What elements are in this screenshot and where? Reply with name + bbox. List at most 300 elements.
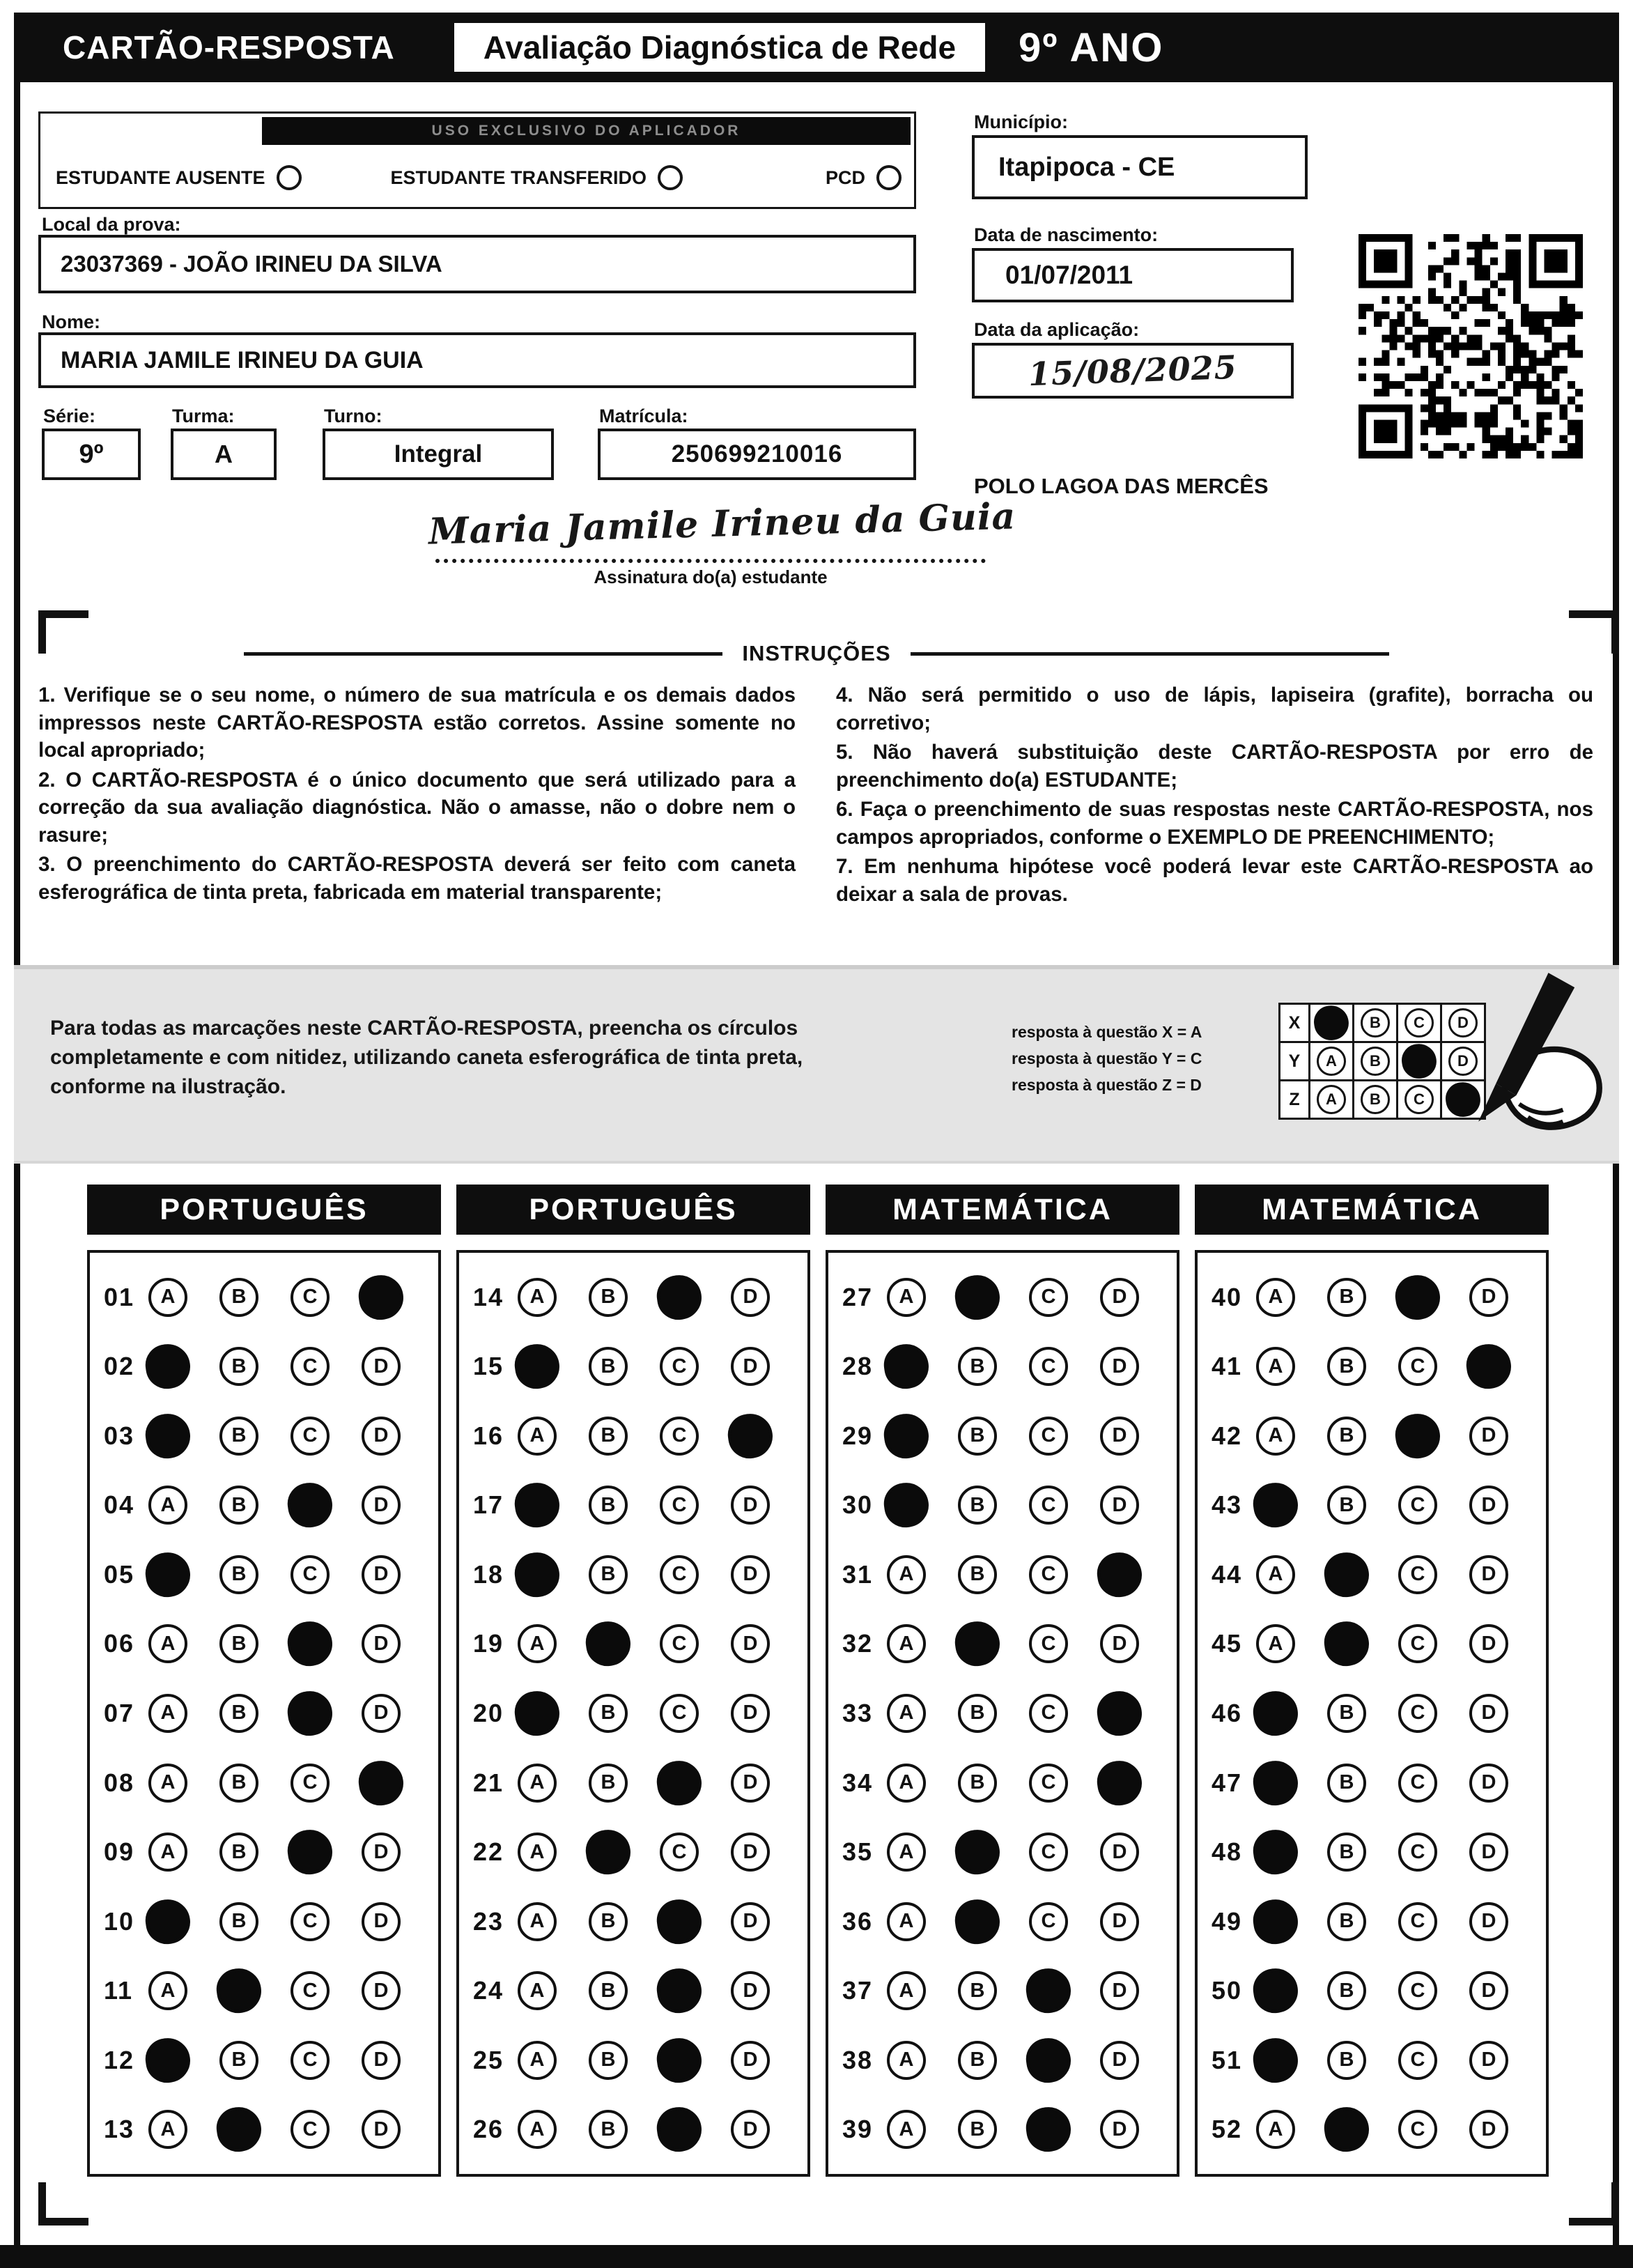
bubble-42-A[interactable]: A: [1256, 1417, 1295, 1456]
bubble-37-A[interactable]: A: [887, 1971, 926, 2010]
bubble-07-D[interactable]: D: [362, 1694, 401, 1733]
bubble-01-B[interactable]: B: [219, 1278, 258, 1317]
bubble-50-A[interactable]: [1251, 1966, 1301, 2016]
answer-bubbles: [148, 1278, 401, 1317]
bubble-05-A[interactable]: [143, 1550, 193, 1600]
bubble-44-C[interactable]: C: [1398, 1555, 1437, 1594]
question-number: 24: [473, 1976, 504, 2005]
bubble-03-D[interactable]: D: [362, 1417, 401, 1456]
bubble-31-D[interactable]: [1094, 1550, 1145, 1600]
bubble-36-D[interactable]: D: [1100, 1902, 1139, 1941]
answer-bubbles: [1256, 1833, 1508, 1872]
bubble-01-C[interactable]: C: [291, 1278, 330, 1317]
example-bubble-X-A[interactable]: [1312, 1003, 1351, 1042]
bubble-50-B[interactable]: B: [1327, 1971, 1366, 2010]
bubble-37-D[interactable]: D: [1100, 1971, 1139, 2010]
bubble-02-D[interactable]: D: [362, 1347, 401, 1386]
bubble-01-A[interactable]: A: [148, 1278, 187, 1317]
question-number: 17: [473, 1490, 504, 1520]
question-number: 28: [842, 1352, 874, 1381]
example-bubble-Z-C[interactable]: C: [1404, 1085, 1434, 1114]
bubble-41-B[interactable]: B: [1327, 1347, 1366, 1386]
answer-bubbles: [148, 1624, 401, 1663]
bubble-08-C[interactable]: C: [291, 1764, 330, 1803]
bubble-26-D[interactable]: D: [731, 2110, 770, 2149]
bubble-30-D[interactable]: D: [1100, 1486, 1139, 1525]
divider-line: [911, 652, 1389, 656]
bubble-31-A[interactable]: A: [887, 1555, 926, 1594]
handwritten-signature: Maria Jamile Irineu da Guia: [428, 495, 1016, 553]
example-cell: [1396, 1003, 1442, 1043]
bubble-48-D[interactable]: D: [1469, 1833, 1508, 1872]
answer-bubbles: [887, 1902, 1139, 1941]
pcd-option-circle[interactable]: [876, 165, 901, 190]
answer-row-31: [842, 1540, 1171, 1610]
answer-row-45: [1212, 1610, 1540, 1679]
bubble-15-D[interactable]: D: [731, 1347, 770, 1386]
bubble-28-A[interactable]: [881, 1341, 931, 1391]
bubble-16-D[interactable]: [725, 1411, 775, 1461]
header-bar: [14, 13, 1619, 82]
answer-row-41: [1212, 1332, 1540, 1402]
bubble-31-C[interactable]: C: [1029, 1555, 1068, 1594]
bubble-06-B[interactable]: B: [219, 1624, 258, 1663]
answer-row-35: [842, 1817, 1171, 1887]
bubble-39-D[interactable]: D: [1100, 2110, 1139, 2149]
example-bubble-Y-C[interactable]: [1400, 1042, 1439, 1081]
bubble-21-B[interactable]: B: [589, 1764, 628, 1803]
bubble-11-D[interactable]: D: [362, 1971, 401, 2010]
bubble-20-A[interactable]: [512, 1688, 562, 1738]
bubble-45-B[interactable]: [1322, 1619, 1372, 1669]
bubble-06-A[interactable]: A: [148, 1624, 187, 1663]
bubble-22-D[interactable]: D: [731, 1833, 770, 1872]
bubble-38-D[interactable]: D: [1100, 2041, 1139, 2080]
aplicacao-field[interactable]: [972, 343, 1294, 399]
signature-block: [428, 495, 1016, 588]
bubble-08-A[interactable]: A: [148, 1764, 187, 1803]
bubble-19-A[interactable]: A: [518, 1624, 557, 1663]
signature-line[interactable]: [435, 559, 986, 563]
bubble-44-D[interactable]: D: [1469, 1555, 1508, 1594]
bubble-25-C[interactable]: [654, 2035, 704, 2085]
bubble-28-B[interactable]: B: [958, 1347, 997, 1386]
example-bubble-Y-B[interactable]: B: [1361, 1047, 1390, 1076]
bubble-25-D[interactable]: D: [731, 2041, 770, 2080]
question-number: 18: [473, 1559, 504, 1589]
bubble-12-B[interactable]: B: [219, 2041, 258, 2080]
bubble-42-C[interactable]: [1393, 1411, 1443, 1461]
example-cell: [1352, 1079, 1398, 1120]
answer-row-06: [104, 1610, 433, 1679]
bubble-38-B[interactable]: B: [958, 2041, 997, 2080]
bubble-14-D[interactable]: D: [731, 1278, 770, 1317]
question-number: 06: [104, 1629, 135, 1658]
bubble-14-C[interactable]: [654, 1272, 704, 1322]
bubble-22-B[interactable]: [583, 1827, 633, 1877]
bubble-09-D[interactable]: D: [362, 1833, 401, 1872]
bubble-35-B[interactable]: [952, 1827, 1003, 1877]
sheet-title: CARTÃO-RESPOSTA: [63, 29, 395, 65]
question-number: 10: [104, 1906, 135, 1936]
bubble-40-A[interactable]: A: [1256, 1278, 1295, 1317]
question-number: 43: [1212, 1490, 1243, 1520]
bubble-20-D[interactable]: D: [731, 1694, 770, 1733]
question-number: 45: [1212, 1629, 1243, 1658]
bubble-10-A[interactable]: [143, 1897, 193, 1947]
example-note-y: resposta à questão Y = C: [1012, 1049, 1202, 1068]
bubble-36-B[interactable]: [952, 1897, 1003, 1947]
bubble-48-A[interactable]: [1251, 1827, 1301, 1877]
bubble-10-C[interactable]: C: [291, 1902, 330, 1941]
bubble-32-D[interactable]: D: [1100, 1624, 1139, 1663]
bubble-33-A[interactable]: A: [887, 1694, 926, 1733]
bubble-31-B[interactable]: B: [958, 1555, 997, 1594]
answer-row-30: [842, 1471, 1171, 1541]
bubble-03-B[interactable]: B: [219, 1417, 258, 1456]
bubble-11-C[interactable]: C: [291, 1971, 330, 2010]
answer-bubbles: [148, 1486, 401, 1525]
bubble-20-B[interactable]: B: [589, 1694, 628, 1733]
bubble-04-D[interactable]: D: [362, 1486, 401, 1525]
bubble-13-C[interactable]: C: [291, 2110, 330, 2149]
bubble-51-B[interactable]: B: [1327, 2041, 1366, 2080]
answer-columns: [87, 1185, 1549, 2177]
answer-bubbles: [518, 1694, 770, 1733]
bubble-45-C[interactable]: C: [1398, 1624, 1437, 1663]
bubble-36-A[interactable]: A: [887, 1902, 926, 1941]
bubble-32-C[interactable]: C: [1029, 1624, 1068, 1663]
example-cell: [1396, 1041, 1442, 1081]
bubble-30-A[interactable]: [881, 1480, 931, 1530]
bubble-11-A[interactable]: A: [148, 1971, 187, 2010]
bubble-30-B[interactable]: B: [958, 1486, 997, 1525]
bubble-34-D[interactable]: [1094, 1757, 1145, 1807]
bubble-34-B[interactable]: B: [958, 1764, 997, 1803]
bubble-33-D[interactable]: [1094, 1688, 1145, 1738]
bubble-41-D[interactable]: [1464, 1341, 1514, 1391]
bubble-02-C[interactable]: C: [291, 1347, 330, 1386]
example-bubble-X-D[interactable]: D: [1448, 1008, 1478, 1037]
answer-row-39: [842, 2095, 1171, 2164]
bubble-16-B[interactable]: B: [589, 1417, 628, 1456]
bubble-23-D[interactable]: D: [731, 1902, 770, 1941]
bubble-17-A[interactable]: [512, 1480, 562, 1530]
bubble-17-C[interactable]: C: [660, 1486, 699, 1525]
bubble-30-C[interactable]: C: [1029, 1486, 1068, 1525]
question-number: 16: [473, 1421, 504, 1450]
answer-row-47: [1212, 1748, 1540, 1818]
answer-bubbles: [148, 1764, 401, 1803]
bubble-28-D[interactable]: D: [1100, 1347, 1139, 1386]
example-bubble-X-B[interactable]: B: [1361, 1008, 1390, 1037]
bubble-19-D[interactable]: D: [731, 1624, 770, 1663]
bubble-29-D[interactable]: D: [1100, 1417, 1139, 1456]
bubble-09-B[interactable]: B: [219, 1833, 258, 1872]
bubble-46-C[interactable]: C: [1398, 1694, 1437, 1733]
bubble-39-A[interactable]: A: [887, 2110, 926, 2149]
answer-bubbles: [148, 1694, 401, 1733]
bubble-16-C[interactable]: C: [660, 1417, 699, 1456]
bubble-15-C[interactable]: C: [660, 1347, 699, 1386]
bubble-01-D[interactable]: [356, 1272, 406, 1322]
bubble-18-B[interactable]: B: [589, 1555, 628, 1594]
bubble-12-D[interactable]: D: [362, 2041, 401, 2080]
bubble-24-C[interactable]: [654, 1966, 704, 2016]
municipio-field: Itapipoca - CE: [972, 135, 1308, 199]
example-bubble-Z-B[interactable]: B: [1361, 1085, 1390, 1114]
answer-column-2: [456, 1185, 810, 2177]
bubble-14-A[interactable]: A: [518, 1278, 557, 1317]
bubble-04-C[interactable]: [285, 1480, 335, 1530]
bubble-21-D[interactable]: D: [731, 1764, 770, 1803]
bubble-45-A[interactable]: A: [1256, 1624, 1295, 1663]
example-answer-notes: [1012, 1019, 1202, 1099]
bubble-51-C[interactable]: C: [1398, 2041, 1437, 2080]
bubble-07-C[interactable]: [285, 1688, 335, 1738]
bubble-47-C[interactable]: C: [1398, 1764, 1437, 1803]
bubble-02-B[interactable]: B: [219, 1347, 258, 1386]
matricula-label: Matrícula:: [599, 406, 688, 426]
bubble-35-D[interactable]: D: [1100, 1833, 1139, 1872]
bubble-22-A[interactable]: A: [518, 1833, 557, 1872]
question-number: 25: [473, 2045, 504, 2074]
bubble-07-B[interactable]: B: [219, 1694, 258, 1733]
bubble-32-B[interactable]: [952, 1619, 1003, 1669]
bubble-13-B[interactable]: [214, 2104, 264, 2154]
question-number: 19: [473, 1629, 504, 1658]
bubble-13-D[interactable]: D: [362, 2110, 401, 2149]
absent-option-circle[interactable]: [277, 165, 302, 190]
bubble-35-C[interactable]: C: [1029, 1833, 1068, 1872]
bubble-12-C[interactable]: C: [291, 2041, 330, 2080]
nome-label: Nome:: [42, 311, 101, 332]
bubble-18-A[interactable]: [512, 1550, 562, 1600]
bubble-18-D[interactable]: D: [731, 1555, 770, 1594]
question-number: 29: [842, 1421, 874, 1450]
example-note-z: resposta à questão Z = D: [1012, 1076, 1202, 1095]
bubble-39-B[interactable]: B: [958, 2110, 997, 2149]
bubble-03-A[interactable]: [143, 1411, 193, 1461]
bubble-20-C[interactable]: C: [660, 1694, 699, 1733]
answer-row-22: [473, 1817, 802, 1887]
bubble-24-A[interactable]: A: [518, 1971, 557, 2010]
answer-bubbles: [518, 1902, 770, 1941]
example-bubble-Y-A[interactable]: A: [1317, 1047, 1346, 1076]
bubble-48-B[interactable]: B: [1327, 1833, 1366, 1872]
bubble-29-B[interactable]: B: [958, 1417, 997, 1456]
bubble-49-B[interactable]: B: [1327, 1902, 1366, 1941]
bubble-08-D[interactable]: [356, 1757, 406, 1807]
bubble-51-A[interactable]: [1251, 2035, 1301, 2085]
answer-row-04: [104, 1471, 433, 1541]
answer-row-19: [473, 1610, 802, 1679]
example-bubble-Z-A[interactable]: A: [1317, 1085, 1346, 1114]
bubble-19-B[interactable]: [583, 1619, 633, 1669]
bubble-26-C[interactable]: [654, 2104, 704, 2154]
option-label: ESTUDANTE TRANSFERIDO: [390, 167, 647, 188]
answer-bubbles: [518, 1764, 770, 1803]
bubble-19-C[interactable]: C: [660, 1624, 699, 1663]
bubble-42-D[interactable]: D: [1469, 1417, 1508, 1456]
bubble-26-B[interactable]: B: [589, 2110, 628, 2149]
answer-row-21: [473, 1748, 802, 1818]
bubble-04-B[interactable]: B: [219, 1486, 258, 1525]
bubble-25-B[interactable]: B: [589, 2041, 628, 2080]
bubble-49-A[interactable]: [1251, 1897, 1301, 1947]
answer-row-34: [842, 1748, 1171, 1818]
bubble-39-C[interactable]: [1023, 2104, 1074, 2154]
bubble-06-D[interactable]: D: [362, 1624, 401, 1663]
bubble-09-C[interactable]: [285, 1827, 335, 1877]
bubble-27-C[interactable]: C: [1029, 1278, 1068, 1317]
bubble-40-D[interactable]: D: [1469, 1278, 1508, 1317]
bubble-14-B[interactable]: B: [589, 1278, 628, 1317]
bubble-11-B[interactable]: [214, 1966, 264, 2016]
bubble-45-D[interactable]: D: [1469, 1624, 1508, 1663]
answer-row-49: [1212, 1887, 1540, 1957]
bubble-23-B[interactable]: B: [589, 1902, 628, 1941]
bubble-50-C[interactable]: C: [1398, 1971, 1437, 2010]
bubble-43-D[interactable]: D: [1469, 1486, 1508, 1525]
bubble-27-D[interactable]: D: [1100, 1278, 1139, 1317]
answer-row-20: [473, 1679, 802, 1748]
bubble-28-C[interactable]: C: [1029, 1347, 1068, 1386]
answer-row-17: [473, 1471, 802, 1541]
question-number: 49: [1212, 1906, 1243, 1936]
bubble-18-C[interactable]: C: [660, 1555, 699, 1594]
bubble-33-C[interactable]: C: [1029, 1694, 1068, 1733]
bubble-52-B[interactable]: [1322, 2104, 1372, 2154]
answer-row-40: [1212, 1263, 1540, 1332]
bubble-43-B[interactable]: B: [1327, 1486, 1366, 1525]
bubble-42-B[interactable]: B: [1327, 1417, 1366, 1456]
bubble-49-C[interactable]: C: [1398, 1902, 1437, 1941]
bubble-50-D[interactable]: D: [1469, 1971, 1508, 2010]
bubble-03-C[interactable]: C: [291, 1417, 330, 1456]
answer-row-11: [104, 1956, 433, 2026]
bubble-41-C[interactable]: C: [1398, 1347, 1437, 1386]
bubble-12-A[interactable]: [143, 2035, 193, 2085]
bubble-29-A[interactable]: [881, 1411, 931, 1461]
bubble-05-D[interactable]: D: [362, 1555, 401, 1594]
bubble-48-C[interactable]: C: [1398, 1833, 1437, 1872]
bubble-44-A[interactable]: A: [1256, 1555, 1295, 1594]
bubble-06-C[interactable]: [285, 1619, 335, 1669]
bubble-41-A[interactable]: A: [1256, 1347, 1295, 1386]
bubble-38-A[interactable]: A: [887, 2041, 926, 2080]
bubble-34-C[interactable]: C: [1029, 1764, 1068, 1803]
bubble-49-D[interactable]: D: [1469, 1902, 1508, 1941]
bubble-51-D[interactable]: D: [1469, 2041, 1508, 2080]
transferred-option-circle[interactable]: [658, 165, 683, 190]
bubble-21-A[interactable]: A: [518, 1764, 557, 1803]
bubble-07-A[interactable]: A: [148, 1694, 187, 1733]
answer-row-13: [104, 2095, 433, 2164]
question-number: 32: [842, 1629, 874, 1658]
bubble-40-B[interactable]: B: [1327, 1278, 1366, 1317]
bubble-46-D[interactable]: D: [1469, 1694, 1508, 1733]
answer-row-46: [1212, 1679, 1540, 1748]
bubble-34-A[interactable]: A: [887, 1764, 926, 1803]
instruction-1: 1. Verifique se o seu nome, o número de sua matrícula e os demais dados impressos neste CARTÃO-RESPOSTA estão corretos. Assine somente no local apropriado;: [38, 684, 796, 762]
example-bubble-X-C[interactable]: C: [1404, 1008, 1434, 1037]
question-number: 07: [104, 1698, 135, 1727]
bubble-23-C[interactable]: [654, 1897, 704, 1947]
bubble-36-C[interactable]: C: [1029, 1902, 1068, 1941]
bubble-47-D[interactable]: D: [1469, 1764, 1508, 1803]
bubble-02-A[interactable]: [143, 1341, 193, 1391]
bubble-22-C[interactable]: C: [660, 1833, 699, 1872]
answer-bubbles: [887, 1486, 1139, 1525]
bubble-47-A[interactable]: [1251, 1757, 1301, 1807]
bubble-43-C[interactable]: C: [1398, 1486, 1437, 1525]
bubble-16-A[interactable]: A: [518, 1417, 557, 1456]
bubble-05-C[interactable]: C: [291, 1555, 330, 1594]
answer-bubbles: [518, 1347, 770, 1386]
answer-row-18: [473, 1540, 802, 1610]
bubble-23-A[interactable]: A: [518, 1902, 557, 1941]
nome-field: MARIA JAMILE IRINEU DA GUIA: [38, 332, 916, 388]
bubble-47-B[interactable]: B: [1327, 1764, 1366, 1803]
bubble-27-A[interactable]: A: [887, 1278, 926, 1317]
bubble-08-B[interactable]: B: [219, 1764, 258, 1803]
bubble-37-C[interactable]: [1023, 1966, 1074, 2016]
bubble-44-B[interactable]: [1322, 1550, 1372, 1600]
answer-bubbles: [518, 1417, 770, 1456]
bubble-46-B[interactable]: B: [1327, 1694, 1366, 1733]
bubble-17-B[interactable]: B: [589, 1486, 628, 1525]
bubble-24-B[interactable]: B: [589, 1971, 628, 2010]
bubble-52-A[interactable]: A: [1256, 2110, 1295, 2149]
bubble-13-A[interactable]: A: [148, 2110, 187, 2149]
bubble-43-A[interactable]: [1251, 1480, 1301, 1530]
bubble-24-D[interactable]: D: [731, 1971, 770, 2010]
answer-bubbles: [1256, 1486, 1508, 1525]
question-number: 51: [1212, 2045, 1243, 2074]
bubble-33-B[interactable]: B: [958, 1694, 997, 1733]
bubble-21-C[interactable]: [654, 1757, 704, 1807]
bubble-09-A[interactable]: A: [148, 1833, 187, 1872]
bubble-35-A[interactable]: A: [887, 1833, 926, 1872]
bubble-25-A[interactable]: A: [518, 2041, 557, 2080]
bubble-05-B[interactable]: B: [219, 1555, 258, 1594]
bubble-27-B[interactable]: [952, 1272, 1003, 1322]
bubble-04-A[interactable]: A: [148, 1486, 187, 1525]
answer-bubbles: [1256, 1555, 1508, 1594]
bubble-52-D[interactable]: D: [1469, 2110, 1508, 2149]
question-number: 02: [104, 1352, 135, 1381]
bubble-26-A[interactable]: A: [518, 2110, 557, 2149]
bubble-10-B[interactable]: B: [219, 1902, 258, 1941]
bubble-40-C[interactable]: [1393, 1272, 1443, 1322]
bubble-17-D[interactable]: D: [731, 1486, 770, 1525]
bubble-46-A[interactable]: [1251, 1688, 1301, 1738]
bubble-10-D[interactable]: D: [362, 1902, 401, 1941]
example-bubble-Y-D[interactable]: D: [1448, 1047, 1478, 1076]
bubble-38-C[interactable]: [1023, 2035, 1074, 2085]
answer-bubbles: [148, 1971, 401, 2010]
bubble-37-B[interactable]: B: [958, 1971, 997, 2010]
bubble-52-C[interactable]: C: [1398, 2110, 1437, 2149]
answer-bubbles: [148, 1555, 401, 1594]
bubble-15-A[interactable]: [512, 1341, 562, 1391]
bubble-32-A[interactable]: A: [887, 1624, 926, 1663]
bubble-29-C[interactable]: C: [1029, 1417, 1068, 1456]
bubble-15-B[interactable]: B: [589, 1347, 628, 1386]
example-cell: [1308, 1079, 1354, 1120]
answer-row-33: [842, 1679, 1171, 1748]
